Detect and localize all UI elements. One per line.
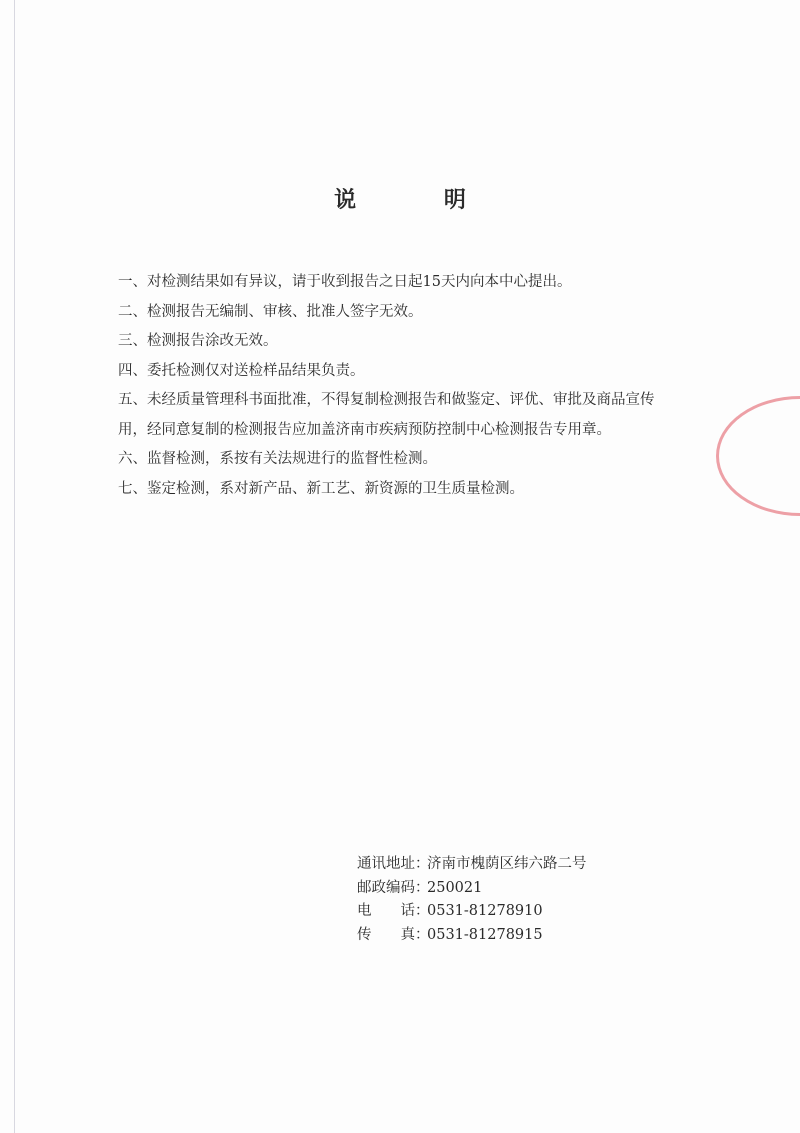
note-item: 二、检测报告无编制、审核、批准人签字无效。 (118, 303, 423, 320)
page-scan-edge (14, 0, 15, 1133)
note-item: 用，经同意复制的检测报告应加盖济南市疾病预防控制中心检测报告专用章。 (118, 421, 611, 438)
note-item: 六、监督检测，系按有关法规进行的监督性检测。 (118, 451, 437, 467)
notes-list (118, 268, 698, 504)
postcode-row (357, 877, 587, 901)
note-item: 三、检测报告涂改无效。 (118, 333, 278, 349)
note-item: 四、委托检测仅对送检样品结果负责。 (118, 362, 365, 379)
red-seal-stamp (716, 396, 800, 516)
phone-label: 电 话： (357, 903, 430, 919)
page-title: 说 明 (334, 187, 506, 213)
fax-label: 传 真： (357, 926, 430, 943)
note-item: 一、对检测结果如有异议，请于收到报告之日起15天内向本中心提出。 (118, 274, 572, 290)
address-value: 济南市槐荫区纬六路二号 (427, 856, 587, 872)
note-item: 七、鉴定检测，系对新产品、新工艺、新资源的卫生质量检测。 (118, 480, 524, 497)
phone-row (357, 900, 587, 924)
fax-value: 0531-81278915 (427, 926, 543, 943)
postcode-label: 邮政编码： (357, 879, 430, 896)
fax-row (357, 924, 587, 948)
postcode-value: 250021 (427, 879, 483, 896)
phone-value: 0531-81278910 (427, 903, 543, 919)
address-label: 通讯地址： (357, 856, 430, 872)
note-item: 五、未经质量管理科书面批准，不得复制检测报告和做鉴定、评优、审批及商品宣传 (118, 392, 655, 408)
contact-info (357, 853, 587, 947)
address-row (357, 853, 587, 877)
